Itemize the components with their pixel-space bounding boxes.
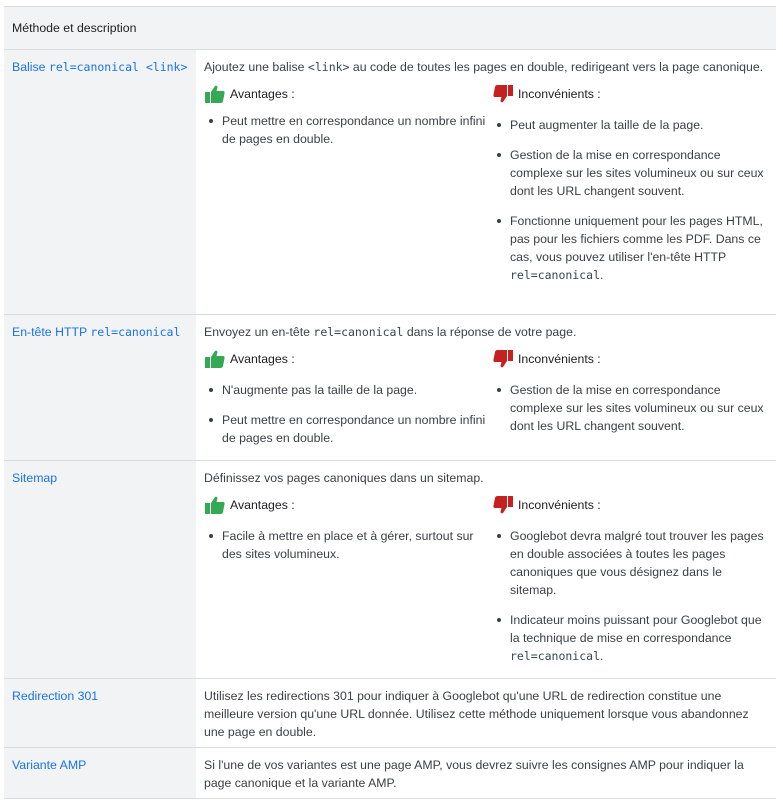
list-item: Peut mettre en correspondance un nombre infini de pages en double. [204, 411, 492, 447]
cons-heading: Inconvénients : [492, 84, 768, 104]
table-row [4, 748, 776, 799]
cons-heading: Inconvénients : [492, 495, 768, 515]
pros-heading: Avantages : [204, 349, 492, 369]
pros-cons [204, 84, 768, 284]
pros-heading: Avantages : [204, 84, 492, 104]
list-item: Fonctionne uniquement pour les pages HTML, pas pour les fichiers comme les PDF. Dans ce cas, vous pouvez utiliser l'en-tête HTTP rel=canonical. [492, 212, 768, 284]
description-text: Utilisez les redirections 301 pour indiquer à Googlebot qu'une URL de redirection constitue une meilleure version qu'une URL donnée. Utilisez cette méthode uniquement lorsque vous abandonnez une page en double. [204, 689, 749, 739]
table-row [4, 461, 776, 679]
method-code[interactable]: rel=canonical [90, 325, 181, 339]
list-item: Googlebot devra malgré tout trouver les pages en double associées à toutes les pages canoniques que vous désignez dans le sitemap. [492, 527, 768, 599]
description-cell [196, 748, 776, 798]
cons-heading: Inconvénients : [492, 349, 768, 369]
header-title: Méthode et description [12, 21, 137, 35]
list-item: N'augmente pas la taille de la page. [204, 381, 492, 399]
list-item: Indicateur moins puissant pour Googlebot que la technique de mise en correspondance rel=canonical. [492, 611, 768, 665]
table-row [4, 679, 776, 748]
thumbs-down-icon [492, 350, 514, 368]
method-cell[interactable] [4, 50, 196, 314]
thumbs-down-icon [492, 85, 514, 103]
thumbs-up-icon [204, 496, 226, 514]
description-cell [196, 50, 776, 314]
method-cell[interactable] [4, 679, 196, 747]
list-item: Gestion de la mise en correspondance complexe sur les sites volumineux ou sur ceux dont les URL changent souvent. [492, 381, 768, 435]
cons-column [492, 349, 768, 447]
description-text: Envoyez un en-tête rel=canonical dans la réponse de votre page. [204, 325, 577, 339]
methods-table [4, 6, 776, 799]
description-cell [196, 679, 776, 747]
method-cell[interactable] [4, 461, 196, 678]
table-row [4, 315, 776, 461]
description-cell [196, 315, 776, 460]
pros-heading: Avantages : [204, 495, 492, 515]
description-text: Ajoutez une balise <link> au code de toutes les pages en double, redirigeant vers la page canonique. [204, 60, 764, 74]
pros-column [204, 495, 492, 665]
table-header [4, 7, 776, 50]
thumbs-down-icon [492, 496, 514, 514]
pros-cons [204, 495, 768, 665]
list-item: Peut mettre en correspondance un nombre infini de pages en double. [204, 112, 492, 148]
list-item: Facile à mettre en place et à gérer, surtout sur des sites volumineux. [204, 527, 492, 563]
method-link[interactable]: En-tête HTTP [12, 325, 91, 339]
description-text: Définissez vos pages canoniques dans un sitemap. [204, 471, 484, 485]
method-cell[interactable] [4, 315, 196, 460]
pros-column [204, 84, 492, 284]
description-cell [196, 461, 776, 678]
method-link[interactable]: Sitemap [12, 471, 58, 485]
method-link[interactable]: Redirection 301 [12, 689, 99, 703]
list-item: Peut augmenter la taille de la page. [492, 116, 768, 134]
list-item: Gestion de la mise en correspondance complexe sur les sites volumineux ou sur ceux dont les URL changent souvent. [492, 146, 768, 200]
thumbs-up-icon [204, 85, 226, 103]
pros-column [204, 349, 492, 447]
method-cell[interactable] [4, 748, 196, 798]
method-link[interactable]: Variante AMP [12, 758, 87, 772]
cons-column [492, 84, 768, 284]
method-code[interactable]: rel=canonical <link> [48, 60, 188, 74]
pros-cons [204, 349, 768, 447]
method-link[interactable]: Balise [12, 60, 49, 74]
thumbs-up-icon [204, 350, 226, 368]
description-text: Si l'une de vos variantes est une page AMP, vous devrez suivre les consignes AMP pour indiquer la page canonique et la variante AMP. [204, 758, 744, 790]
cons-column [492, 495, 768, 665]
table-row [4, 50, 776, 315]
